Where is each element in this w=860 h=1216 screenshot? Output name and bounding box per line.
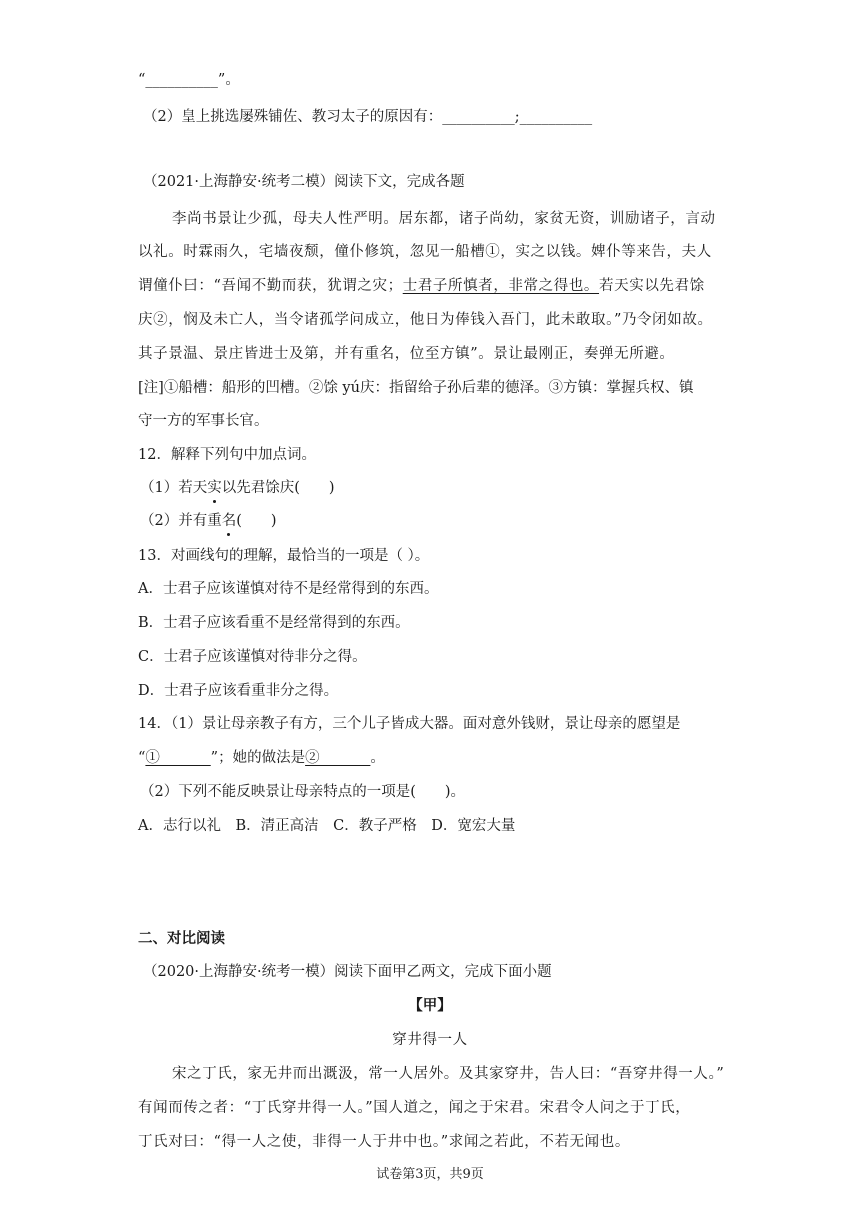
blank-text: “ (138, 750, 146, 766)
annotation-line-2: 守一方的军事长官。 (138, 413, 269, 429)
item-text: （1）若天 (140, 480, 208, 496)
question-14-part-2: （2）下列不能反映景让母亲特点的一项是( )。 (140, 784, 466, 800)
question-12-stem: 12．解释下列句中加点词。 (138, 447, 316, 463)
passage-paragraph-3 (138, 276, 705, 296)
option-b: B．士君子应该看重不是经常得到的东西。 (138, 615, 410, 631)
text-heading: 穿井得一人 (392, 1032, 468, 1048)
passage-source: （2021·上海静安·统考二模）阅读下文，完成各题 (143, 174, 465, 190)
passage-paragraph-2: 以礼。时霖雨久，宅墙夜颓，僮仆修筑，忽见一船槽①，实之以钱。婢仆等来告，夫人 (138, 244, 712, 260)
section-source: （2020·上海静安·统考一模）阅读下面甲乙两文，完成下面小题 (143, 964, 552, 980)
question-14-blanks (138, 748, 385, 768)
passage-paragraph-5: 其子景温、景庄皆进士及第，并有重名，位至方镇”。景让最刚正，奏弹无所避。 (138, 346, 675, 362)
item-text: 以先君馀庆( ) (221, 480, 335, 496)
question-13-stem: 13．对画线句的理解，最恰当的一项是（ ）。 (138, 548, 430, 564)
annotation-line-1: [注]①船槽：船形的凹槽。②馀 yú庆：指留给子孙后辈的德泽。③方镇：掌握兵权、镇 (138, 380, 694, 396)
passage-text: 若天实以先君馀 (599, 278, 705, 294)
jia-paragraph-1: 宋之丁氏，家无井而出溉汲，常一人居外。及其家穿井，告人曰：“吾穿井得一人。” (172, 1066, 725, 1082)
option-d: D．士君子应该看重非分之得。 (138, 683, 339, 699)
question-14-stem: 14．（1）景让母亲教子有方，三个儿子皆成大器。面对意外钱财，景让母亲的愿望是 (138, 716, 681, 732)
text-label-jia: 【甲】 (408, 997, 452, 1014)
blank-text: ”；她的做法是 (210, 750, 306, 766)
question-2-line: （2）皇上挑选屡殊铺佐、教习太子的原因有：__________;__________ (143, 109, 593, 125)
question-14-options: A．志行以礼 B．清正高洁 C．教子严格 D．宽宏大量 (138, 818, 516, 834)
dotted-word: 名 (221, 513, 237, 529)
passage-paragraph-1: 李尚书景让少孤，母夫人性严明。居东都，诸子尚幼，家贫无资，训励诸子，言动 (172, 211, 716, 227)
passage-text: 谓僮仆曰：“吾闻不勤而获，犹谓之灾； (138, 278, 403, 294)
dotted-word: 实 (207, 480, 222, 496)
item-text: （2）并有重 (140, 513, 222, 529)
blank-1: ①_______ (145, 750, 211, 766)
page-footer: 试卷第3页，共9页 (376, 1167, 484, 1182)
option-a: A．士君子应该谨慎对待不是经常得到的东西。 (138, 581, 439, 597)
question-12-item-2 (140, 511, 277, 531)
jia-paragraph-3: 丁氏对曰：“得一人之使，非得一人于井中也。”求闻之若此，不若无闻也。 (138, 1134, 630, 1150)
section-title: 二、对比阅读 (138, 931, 225, 947)
item-text: ( ) (236, 513, 277, 529)
blank-text: 。 (370, 750, 385, 766)
blank-line: “__________”。 (138, 72, 240, 88)
option-c: C．士君子应该谨慎对待非分之得。 (138, 649, 367, 665)
passage-paragraph-4: 庆②，悯及未亡人，当令诸孤学问成立，他日为俸钱入吾门，此未敢取。”乃令闭如故。 (138, 312, 713, 328)
blank-2: ②_______ (305, 750, 371, 766)
underlined-sentence: 士君子所慎者，非常之得也。 (402, 278, 600, 294)
jia-paragraph-2: 有闻而传之者：“丁氏穿井得一人。”国人道之，闻之于宋君。宋君令人问之于丁氏， (138, 1100, 691, 1116)
question-12-item-1 (140, 478, 335, 498)
